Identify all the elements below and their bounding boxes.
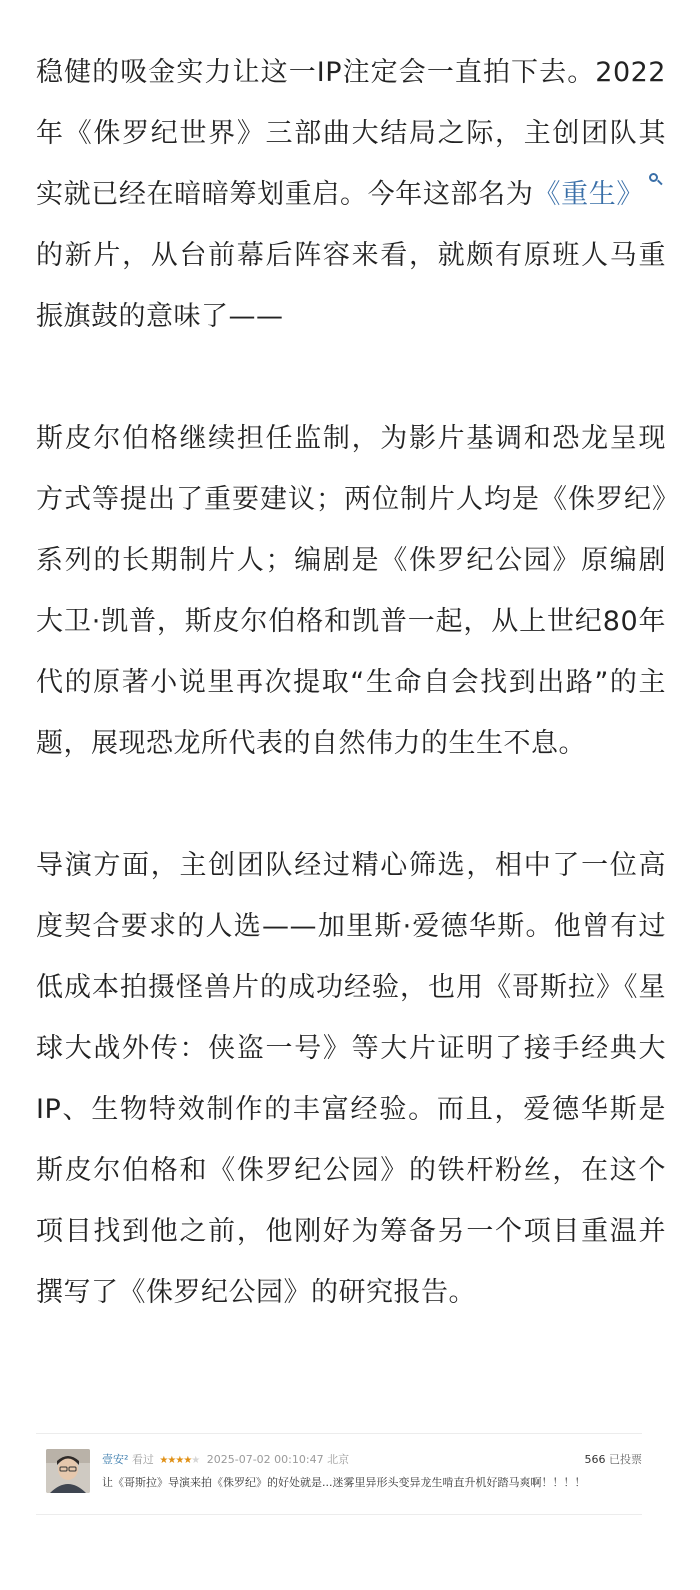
movie-link-rebirth[interactable]: 《重生》 xyxy=(533,179,645,210)
paragraph-1-text-before: 稳健的吸金实力让这一IP注定会一直拍下去。2022年《侏罗纪世界》三部曲大结局之际，主创团队其实就已经在暗暗筹划重启。今年这部名为 xyxy=(36,57,666,210)
watch-status: 看过 xyxy=(131,1453,154,1466)
comment-divider-bottom xyxy=(36,1514,642,1515)
vote-label: 已投票 xyxy=(609,1453,642,1466)
rating-stars-filled: ★★★★ xyxy=(159,1455,192,1466)
comment-username[interactable]: 壹安² xyxy=(102,1453,129,1466)
vote-button[interactable] xyxy=(585,1451,643,1469)
user-comment-card xyxy=(46,1447,646,1507)
rating-stars-empty: ★ xyxy=(191,1455,200,1466)
article-paragraph-3: 导演方面，主创团队经过精心筛选，相中了一位高度契合要求的人选——加里斯·爱德华斯。他曾有过低成本拍摄怪兽片的成功经验，也用《哥斯拉》《星球大战外传：侠盗一号》等大片证明了接手经典大IP、生物特效制作的丰富经验。而且，爱德华斯是斯皮尔伯格和《侏罗纪公园》的铁杆粉丝，在这个项目找到他之前，他刚好为筹备另一个项目重温并撰写了《侏罗纪公园》的研究报告。 xyxy=(36,850,666,1308)
article-paragraph-2: 斯皮尔伯格继续担任监制，为影片基调和恐龙呈现方式等提出了重要建议；两位制片人均是《侏罗纪》系列的长期制片人；编剧是《侏罗纪公园》原编剧大卫·凯普，斯皮尔伯格和凯普一起，从上世纪80年代的原著小说里再次提取“生命自会找到出路”的主题，展现恐龙所代表的自然伟力的生生不息。 xyxy=(36,423,666,759)
vote-count: 566 xyxy=(584,1453,606,1466)
user-avatar-photo-icon xyxy=(46,1449,90,1493)
search-icon[interactable] xyxy=(648,172,664,190)
comment-divider-top xyxy=(36,1433,642,1434)
comment-text: 让《哥斯拉》导演来拍《侏罗纪》的好处就是...迷雾里异形头变异龙生啃直升机好踏马爽啊！！！！ xyxy=(102,1476,586,1489)
avatar[interactable] xyxy=(46,1449,90,1493)
article-paragraph-1 xyxy=(36,42,666,347)
article-body xyxy=(36,42,666,1323)
comment-meta xyxy=(102,1451,642,1469)
paragraph-1-text-after: 的新片，从台前幕后阵容来看，就颇有原班人马重振旗鼓的意味了—— xyxy=(36,240,666,332)
star-rating xyxy=(159,1455,199,1466)
comment-location: 北京 xyxy=(327,1453,350,1466)
comment-timestamp: 2025-07-02 00:10:47 xyxy=(206,1453,324,1466)
